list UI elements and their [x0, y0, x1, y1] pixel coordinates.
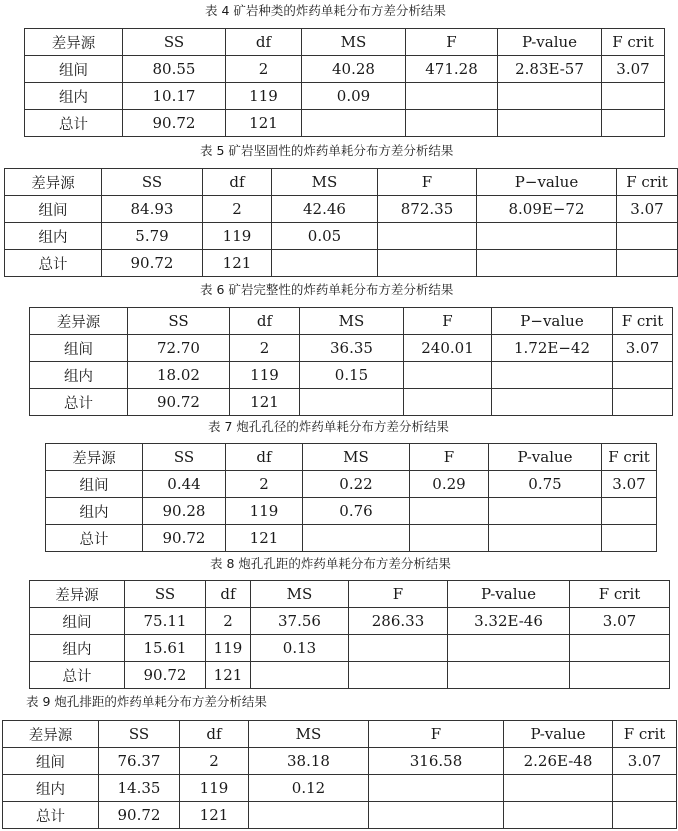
table-cell: 872.35 — [378, 196, 477, 223]
table-header-row — [30, 581, 670, 608]
header-cell: 差异源 — [46, 444, 143, 471]
header-cell: SS — [123, 29, 226, 56]
table-cell: 0.29 — [410, 471, 489, 498]
table-cell: 1.72E−42 — [492, 335, 613, 362]
header-cell: F crit — [613, 721, 677, 748]
table-cell: 90.72 — [99, 802, 180, 829]
table-cell: 37.56 — [251, 608, 349, 635]
table-cell: 2 — [230, 335, 300, 362]
header-cell: 差异源 — [3, 721, 99, 748]
table-cell: 121 — [180, 802, 249, 829]
table-cell: 总计 — [25, 110, 123, 137]
table-row — [46, 498, 657, 525]
table-cell — [369, 775, 504, 802]
table-cell: 90.28 — [143, 498, 226, 525]
table-cell — [570, 662, 670, 689]
anova-table-7 — [45, 443, 657, 552]
header-cell: df — [180, 721, 249, 748]
table-cell: 72.70 — [128, 335, 230, 362]
table-cell — [477, 250, 617, 277]
header-cell: F crit — [602, 29, 665, 56]
table-6-caption: 表 6 矿岩完整性的炸药单耗分布方差分析结果 — [200, 282, 454, 297]
table-4-caption: 表 4 矿岩种类的炸药单耗分布方差分析结果 — [205, 3, 446, 18]
table-cell: 90.72 — [125, 662, 206, 689]
table-header-row — [5, 169, 678, 196]
header-cell: SS — [102, 169, 203, 196]
table-row — [46, 525, 657, 552]
header-cell: F crit — [617, 169, 678, 196]
anova-table-5 — [4, 168, 678, 277]
header-cell: 差异源 — [25, 29, 123, 56]
header-cell: SS — [125, 581, 206, 608]
header-cell: MS — [303, 444, 410, 471]
header-cell: P-value — [498, 29, 602, 56]
table-cell: 286.33 — [349, 608, 448, 635]
table-cell — [406, 110, 498, 137]
table-cell: 40.28 — [302, 56, 406, 83]
table-cell: 8.09E−72 — [477, 196, 617, 223]
table-cell: 组内 — [3, 775, 99, 802]
table-cell: 组内 — [25, 83, 123, 110]
table-row — [30, 635, 670, 662]
header-cell: F — [349, 581, 448, 608]
table-cell: 3.07 — [570, 608, 670, 635]
table-cell: 121 — [226, 525, 303, 552]
header-cell: MS — [272, 169, 378, 196]
table-cell: 5.79 — [102, 223, 203, 250]
table-cell: 14.35 — [99, 775, 180, 802]
table-cell — [613, 802, 677, 829]
table-cell — [498, 83, 602, 110]
table-cell: 组内 — [5, 223, 102, 250]
table-cell — [249, 802, 369, 829]
table-header-row — [3, 721, 677, 748]
table-cell: 316.58 — [369, 748, 504, 775]
header-cell: df — [226, 29, 302, 56]
table-cell: 2 — [226, 471, 303, 498]
table-cell — [613, 389, 673, 416]
table-cell: 10.17 — [123, 83, 226, 110]
table-cell: 121 — [203, 250, 272, 277]
table-cell: 3.07 — [602, 471, 657, 498]
table-cell: 组间 — [30, 335, 128, 362]
table-cell: 0.76 — [303, 498, 410, 525]
header-cell: F crit — [613, 308, 673, 335]
table-cell — [504, 775, 613, 802]
header-cell: MS — [302, 29, 406, 56]
table-cell: 3.32E-46 — [448, 608, 570, 635]
table-row — [30, 608, 670, 635]
table-cell — [613, 775, 677, 802]
header-cell: MS — [249, 721, 369, 748]
header-cell: F — [369, 721, 504, 748]
header-cell: SS — [128, 308, 230, 335]
table-cell: 2.83E-57 — [498, 56, 602, 83]
table-cell: 组内 — [46, 498, 143, 525]
table-8-caption: 表 8 炮孔孔距的炸药单耗分布方差分析结果 — [210, 556, 451, 571]
table-cell — [602, 110, 665, 137]
table-cell: 0.13 — [251, 635, 349, 662]
table-cell: 组间 — [30, 608, 125, 635]
anova-table-8 — [29, 580, 670, 689]
table-cell: 119 — [226, 83, 302, 110]
table-cell: 36.35 — [300, 335, 404, 362]
table-cell: 76.37 — [99, 748, 180, 775]
table-cell — [489, 525, 602, 552]
table-cell — [498, 110, 602, 137]
header-cell: P-value — [504, 721, 613, 748]
header-cell: SS — [143, 444, 226, 471]
table-cell — [570, 635, 670, 662]
table-cell: 2.26E-48 — [504, 748, 613, 775]
table-7-caption: 表 7 炮孔孔径的炸药单耗分布方差分析结果 — [208, 419, 449, 434]
table-cell: 90.72 — [123, 110, 226, 137]
table-cell: 2 — [203, 196, 272, 223]
header-cell: df — [226, 444, 303, 471]
table-cell — [613, 362, 673, 389]
table-cell: 总计 — [5, 250, 102, 277]
table-cell: 119 — [226, 498, 303, 525]
header-cell: 差异源 — [30, 581, 125, 608]
table-cell: 15.61 — [125, 635, 206, 662]
table-cell — [489, 498, 602, 525]
header-cell: df — [206, 581, 251, 608]
header-cell: F crit — [570, 581, 670, 608]
header-cell: MS — [251, 581, 349, 608]
header-cell: F — [404, 308, 492, 335]
table-header-row — [30, 308, 673, 335]
table-cell: 38.18 — [249, 748, 369, 775]
table-cell — [602, 525, 657, 552]
table-header-row — [25, 29, 665, 56]
table-cell — [448, 662, 570, 689]
table-cell: 3.07 — [602, 56, 665, 83]
header-cell: MS — [300, 308, 404, 335]
table-cell — [303, 525, 410, 552]
header-cell: df — [230, 308, 300, 335]
table-cell — [404, 362, 492, 389]
table-9-caption: 表 9 炮孔排距的炸药单耗分布方差分析结果 — [26, 694, 267, 709]
table-row — [5, 196, 678, 223]
table-cell: 3.07 — [613, 335, 673, 362]
table-cell: 80.55 — [123, 56, 226, 83]
table-cell — [602, 83, 665, 110]
table-row — [3, 775, 677, 802]
table-cell: 0.75 — [489, 471, 602, 498]
table-cell: 84.93 — [102, 196, 203, 223]
table-cell — [302, 110, 406, 137]
table-cell: 121 — [206, 662, 251, 689]
table-cell: 121 — [226, 110, 302, 137]
table-cell: 75.11 — [125, 608, 206, 635]
table-cell — [617, 223, 678, 250]
table-cell: 组内 — [30, 635, 125, 662]
table-cell: 组间 — [25, 56, 123, 83]
header-cell: df — [203, 169, 272, 196]
table-cell — [410, 498, 489, 525]
table-row — [30, 662, 670, 689]
table-cell: 总计 — [30, 662, 125, 689]
table-cell — [378, 250, 477, 277]
table-cell — [349, 635, 448, 662]
table-cell — [477, 223, 617, 250]
table-cell: 2 — [180, 748, 249, 775]
table-cell: 总计 — [46, 525, 143, 552]
table-cell: 3.07 — [617, 196, 678, 223]
header-cell: P−value — [477, 169, 617, 196]
header-cell: 差异源 — [30, 308, 128, 335]
table-cell: 0.09 — [302, 83, 406, 110]
table-cell: 组间 — [46, 471, 143, 498]
table-cell: 2 — [206, 608, 251, 635]
table-cell: 0.22 — [303, 471, 410, 498]
table-cell: 总计 — [30, 389, 128, 416]
header-cell: F — [378, 169, 477, 196]
anova-table-6 — [29, 307, 673, 416]
table-cell — [448, 635, 570, 662]
table-cell: 组间 — [5, 196, 102, 223]
table-cell: 119 — [206, 635, 251, 662]
table-cell: 90.72 — [128, 389, 230, 416]
table-cell — [504, 802, 613, 829]
table-cell — [492, 362, 613, 389]
table-row — [30, 389, 673, 416]
table-cell: 240.01 — [404, 335, 492, 362]
header-cell: P−value — [492, 308, 613, 335]
table-cell: 42.46 — [272, 196, 378, 223]
table-cell: 0.44 — [143, 471, 226, 498]
table-cell: 3.07 — [613, 748, 677, 775]
table-cell: 90.72 — [102, 250, 203, 277]
table-cell — [349, 662, 448, 689]
table-cell — [404, 389, 492, 416]
table-cell: 0.12 — [249, 775, 369, 802]
table-cell — [369, 802, 504, 829]
table-cell: 组间 — [3, 748, 99, 775]
table-row — [30, 335, 673, 362]
header-cell: 差异源 — [5, 169, 102, 196]
table-cell — [617, 250, 678, 277]
table-row — [30, 362, 673, 389]
table-row — [25, 56, 665, 83]
table-5-caption: 表 5 矿岩坚固性的炸药单耗分布方差分析结果 — [200, 143, 454, 158]
table-cell — [378, 223, 477, 250]
table-cell — [602, 498, 657, 525]
table-cell: 组内 — [30, 362, 128, 389]
table-row — [3, 748, 677, 775]
anova-table-9 — [2, 720, 677, 829]
header-cell: F — [410, 444, 489, 471]
table-row — [5, 223, 678, 250]
table-cell: 119 — [230, 362, 300, 389]
table-cell: 2 — [226, 56, 302, 83]
table-cell: 471.28 — [406, 56, 498, 83]
table-cell — [251, 662, 349, 689]
table-cell — [300, 389, 404, 416]
table-row — [5, 250, 678, 277]
table-row — [25, 83, 665, 110]
table-cell — [406, 83, 498, 110]
table-row — [3, 802, 677, 829]
table-cell: 0.15 — [300, 362, 404, 389]
table-cell: 0.05 — [272, 223, 378, 250]
table-cell — [410, 525, 489, 552]
table-cell: 119 — [180, 775, 249, 802]
header-cell: P-value — [448, 581, 570, 608]
table-row — [46, 471, 657, 498]
table-cell: 90.72 — [143, 525, 226, 552]
table-cell: 119 — [203, 223, 272, 250]
header-cell: F — [406, 29, 498, 56]
header-cell: SS — [99, 721, 180, 748]
table-cell: 总计 — [3, 802, 99, 829]
anova-table-4 — [24, 28, 665, 137]
table-cell — [272, 250, 378, 277]
table-row — [25, 110, 665, 137]
header-cell: F crit — [602, 444, 657, 471]
table-cell — [492, 389, 613, 416]
table-cell: 18.02 — [128, 362, 230, 389]
table-header-row — [46, 444, 657, 471]
table-cell: 121 — [230, 389, 300, 416]
header-cell: P-value — [489, 444, 602, 471]
